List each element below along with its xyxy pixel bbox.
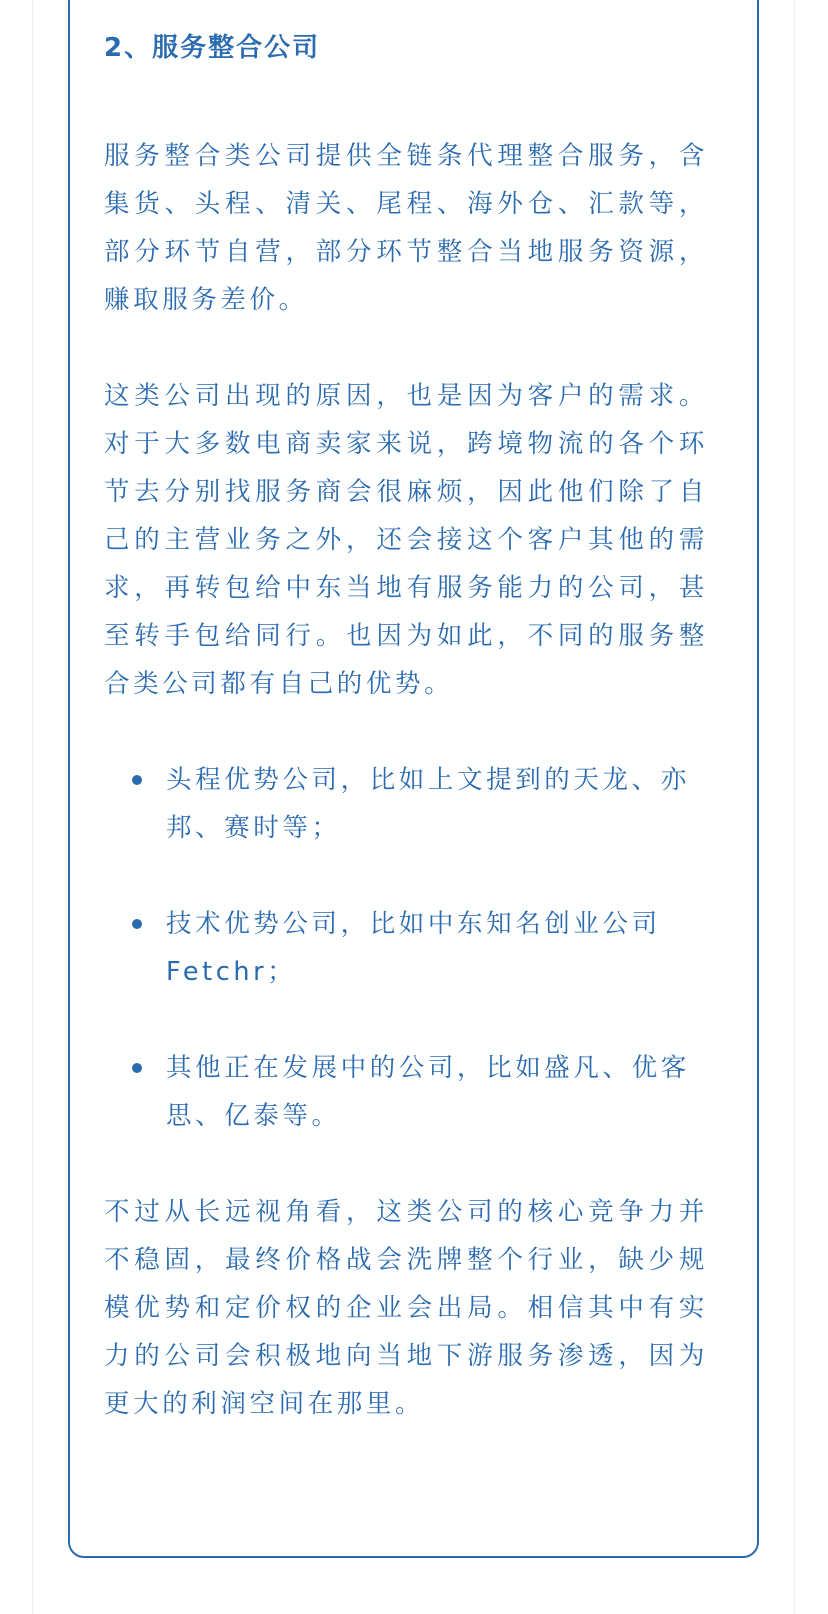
bullet-dot-icon [132, 1063, 142, 1073]
list-item [104, 756, 708, 852]
list-item-text: 其他正在发展中的公司，比如盛凡、优客思、亿泰等。 [166, 1053, 690, 1131]
list-item [104, 900, 708, 996]
bullet-dot-icon [132, 919, 142, 929]
page-edge-left [32, 0, 33, 1614]
section-heading: 2、服务整合公司 [104, 33, 321, 63]
paragraph-intro: 服务整合类公司提供全链条代理整合服务，含集货、头程、清关、尾程、海外仓、汇款等，部分环节自营，部分环节整合当地服务资源，赚取服务差价。 [104, 141, 708, 315]
advantage-list [104, 756, 708, 1140]
article-content [104, 24, 708, 1428]
list-item-text: 技术优势公司，比如中东知名创业公司Fetchr； [166, 909, 661, 987]
paragraph-outlook: 不过从长远视角看，这类公司的核心竞争力并不稳固，最终价格战会洗牌整个行业，缺少规模优势和定价权的企业会出局。相信其中有实力的公司会积极地向当地下游服务渗透，因为更大的利润空间在那里。 [104, 1197, 708, 1419]
spacer [104, 1140, 708, 1188]
list-item [104, 1044, 708, 1140]
page-edge-right [794, 0, 795, 1614]
spacer [104, 708, 708, 756]
list-item-text: 头程优势公司，比如上文提到的天龙、亦邦、赛时等； [166, 765, 690, 843]
spacer [104, 72, 708, 132]
bullet-dot-icon [132, 775, 142, 785]
paragraph-reason: 这类公司出现的原因，也是因为客户的需求。对于大多数电商卖家来说，跨境物流的各个环节去分别找服务商会很麻烦，因此他们除了自己的主营业务之外，还会接这个客户其他的需求，再转包给中东当地有服务能力的公司，甚至转手包给同行。也因为如此，不同的服务整合类公司都有自己的优势。 [104, 381, 708, 699]
spacer [104, 324, 708, 372]
